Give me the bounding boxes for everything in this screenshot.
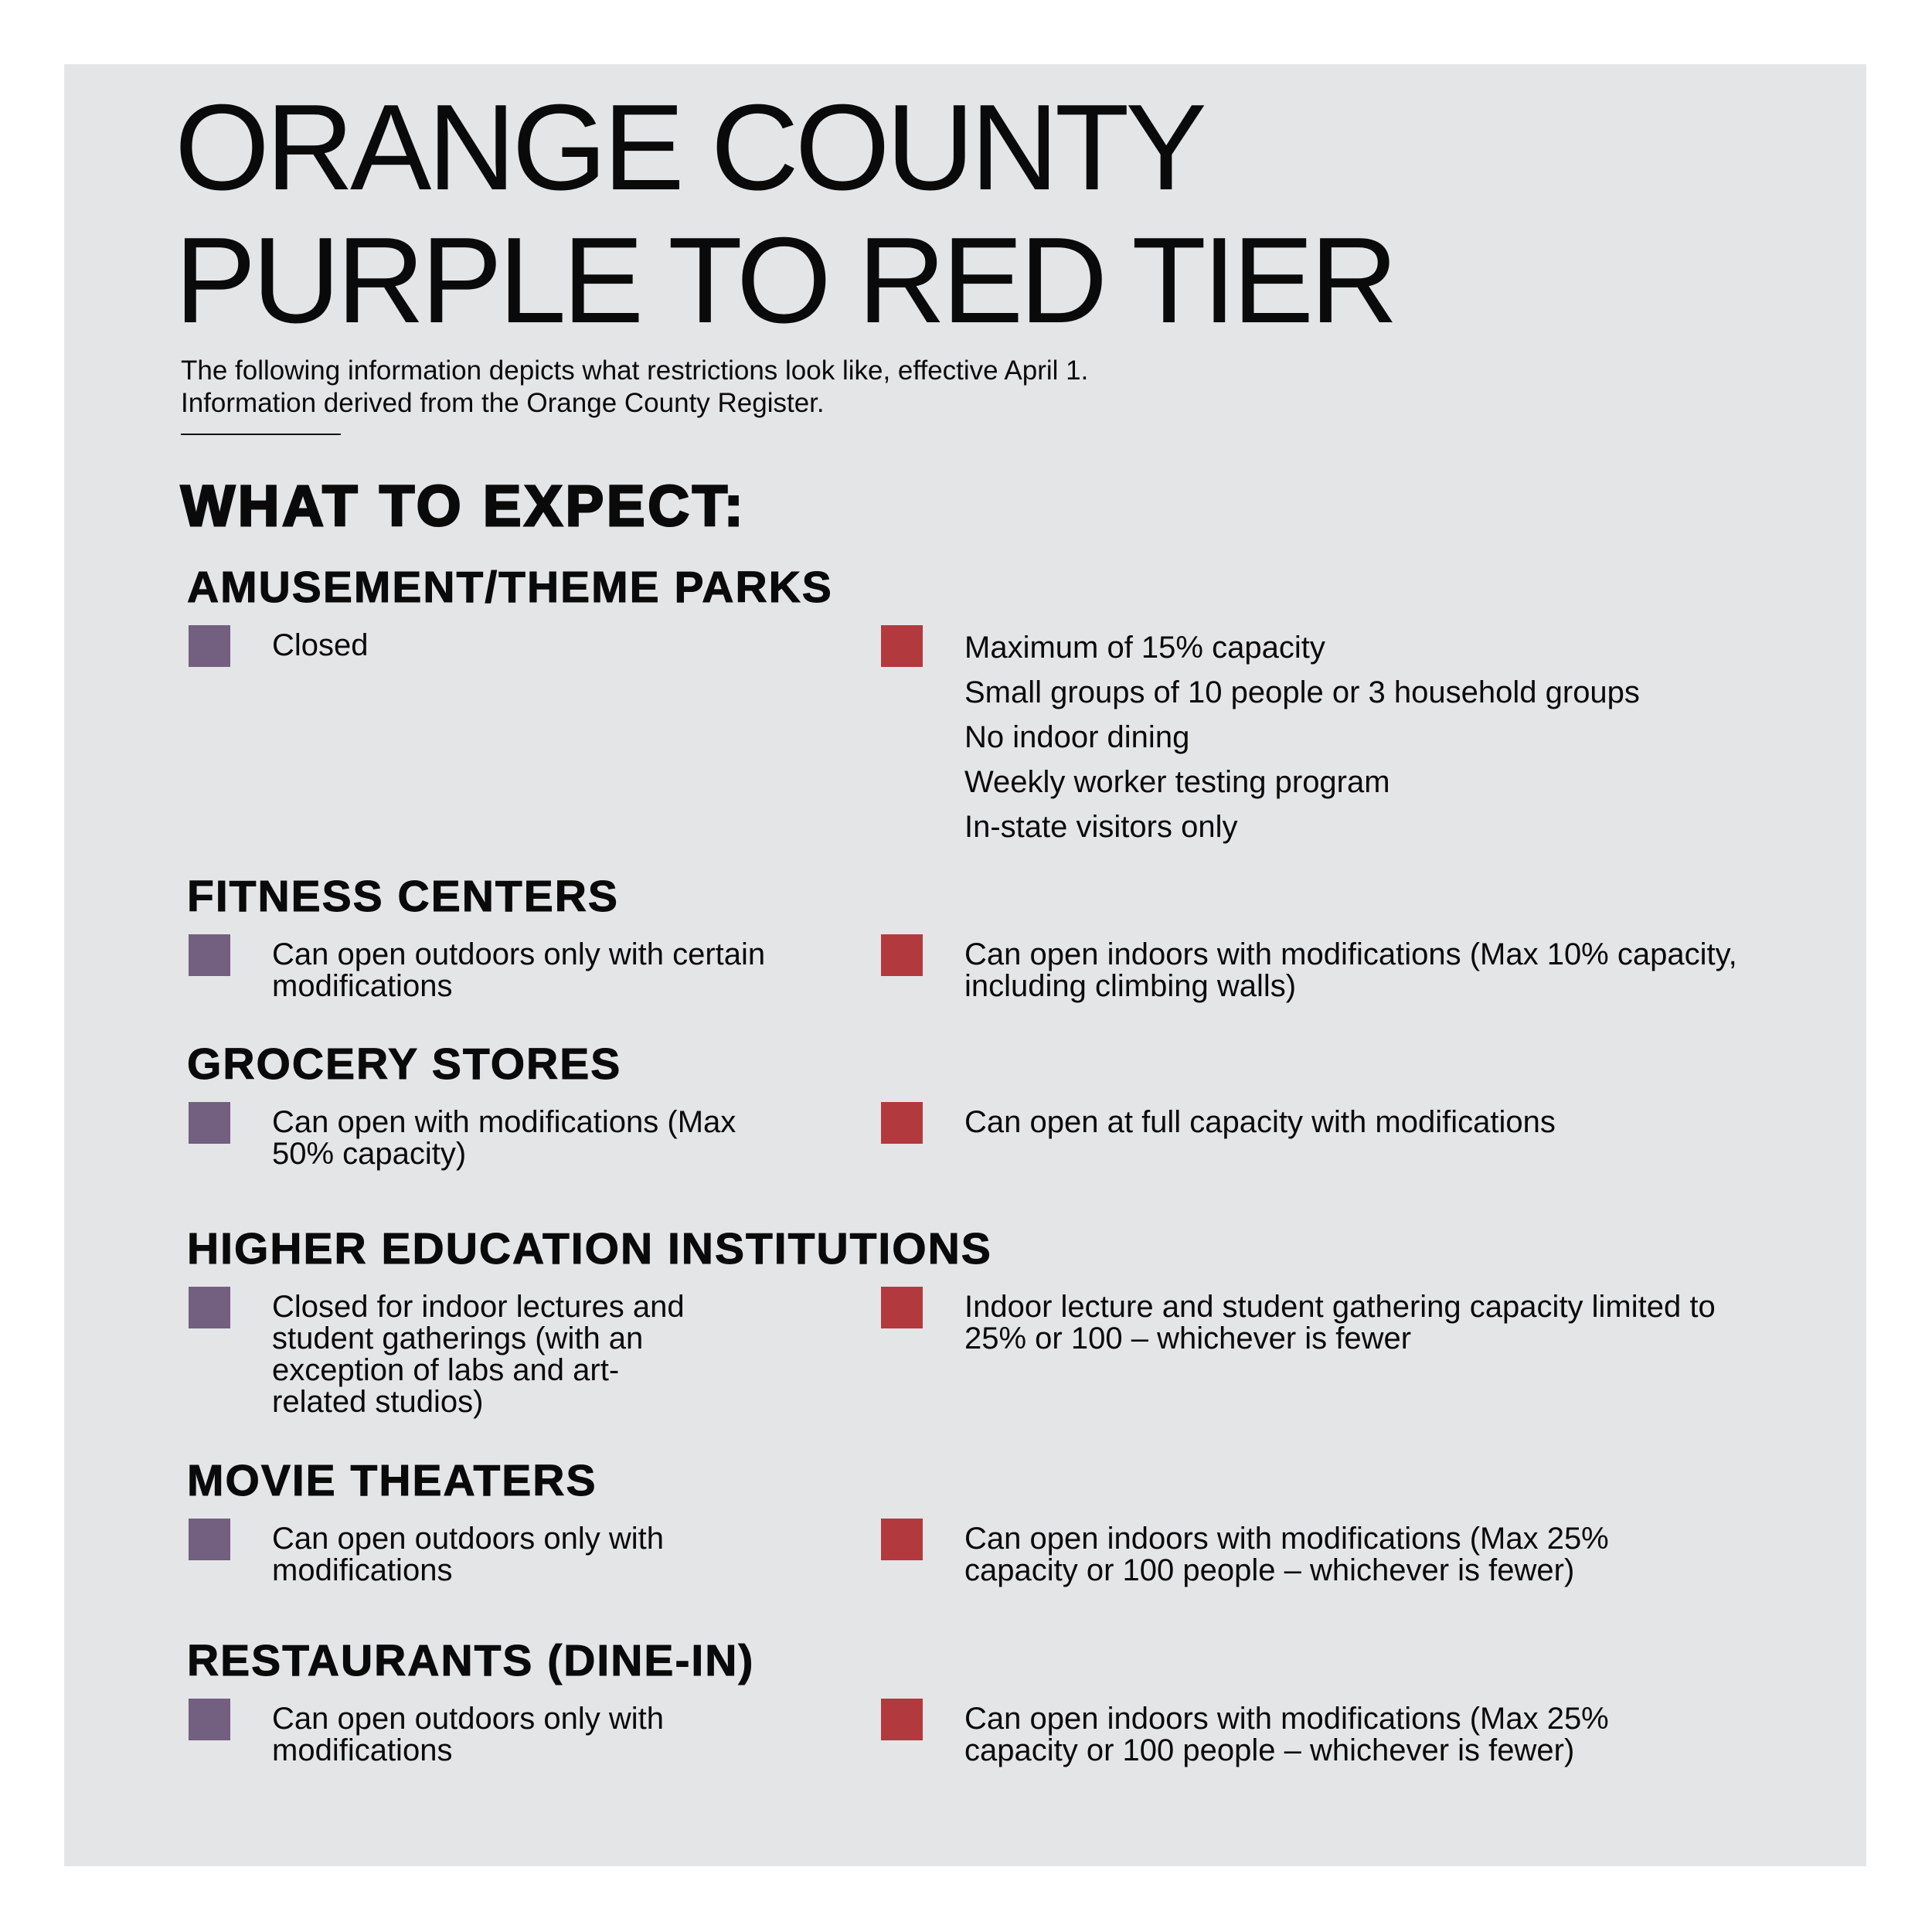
section-heading: GROCERY STORES <box>187 1039 622 1089</box>
red-tier-marker <box>881 1287 923 1328</box>
red-tier-text: Can open at full capacity with modifications <box>964 1105 1556 1139</box>
red-tier-text: Can open indoors with modifications (Max 10% capacity, including climbing walls) <box>964 937 1737 1003</box>
purple-tier-text: Closed for indoor lectures and student gatherings (with an exception of labs and art-related studios) <box>272 1290 685 1419</box>
purple-tier-text: Can open outdoors only with modifications <box>272 1702 664 1767</box>
section-heading: MOVIE THEATERS <box>187 1456 597 1505</box>
red-tier-marker <box>881 934 923 976</box>
red-tier-marker <box>881 625 923 667</box>
title-line: PURPLE TO RED TIER <box>175 213 1395 349</box>
purple-tier-text <box>272 630 767 662</box>
list-item: Small groups of 10 people or 3 household groups <box>964 675 1640 709</box>
page-title <box>175 81 1394 347</box>
section-heading: RESTAURANTS (DINE-IN) <box>187 1636 755 1685</box>
red-tier-text: Can open indoors with modifications (Max 25% capacity or 100 people – whichever is fewer) <box>964 1702 1609 1767</box>
subtitle-line: Information derived from the Orange County Register. <box>181 388 825 418</box>
section-heading: FITNESS CENTERS <box>187 872 619 921</box>
purple-tier-marker <box>189 625 230 667</box>
red-tier-list <box>964 630 1776 854</box>
purple-tier-text: Can open outdoors only with certain modifications <box>272 937 766 1003</box>
purple-tier-marker <box>189 1287 230 1328</box>
red-tier-text: Can open indoors with modifications (Max 25% capacity or 100 people – whichever is fewer) <box>964 1522 1609 1587</box>
red-tier-marker <box>881 1699 923 1740</box>
purple-tier-marker <box>189 1699 230 1740</box>
purple-tier-text: Can open with modifications (Max 50% capacity) <box>272 1105 736 1171</box>
section-heading: AMUSEMENT/THEME PARKS <box>187 563 833 612</box>
red-tier-marker <box>881 1519 923 1560</box>
subtitle-line: The following information depicts what restrictions look like, effective April 1. <box>181 355 1089 386</box>
list-item: Weekly worker testing program <box>964 765 1390 799</box>
subtitle <box>181 355 1088 420</box>
purple-tier-marker <box>189 934 230 976</box>
what-to-expect-heading: WHAT TO EXPECT: <box>181 474 747 538</box>
purple-tier-marker <box>189 1102 230 1144</box>
list-item: Closed <box>272 628 369 662</box>
purple-tier-marker <box>189 1519 230 1560</box>
purple-tier-text: Can open outdoors only with modifications <box>272 1522 664 1587</box>
section-heading: HIGHER EDUCATION INSTITUTIONS <box>187 1224 992 1274</box>
title-line: ORANGE COUNTY <box>175 80 1203 216</box>
red-tier-text: Indoor lecture and student gathering capacity limited to 25% or 100 – whichever is fewer <box>964 1290 1716 1355</box>
list-item: Maximum of 15% capacity <box>964 631 1325 665</box>
divider <box>181 434 341 435</box>
infographic-panel <box>64 64 1866 1866</box>
list-item: In-state visitors only <box>964 810 1238 844</box>
red-tier-marker <box>881 1102 923 1144</box>
list-item: No indoor dining <box>964 720 1190 754</box>
